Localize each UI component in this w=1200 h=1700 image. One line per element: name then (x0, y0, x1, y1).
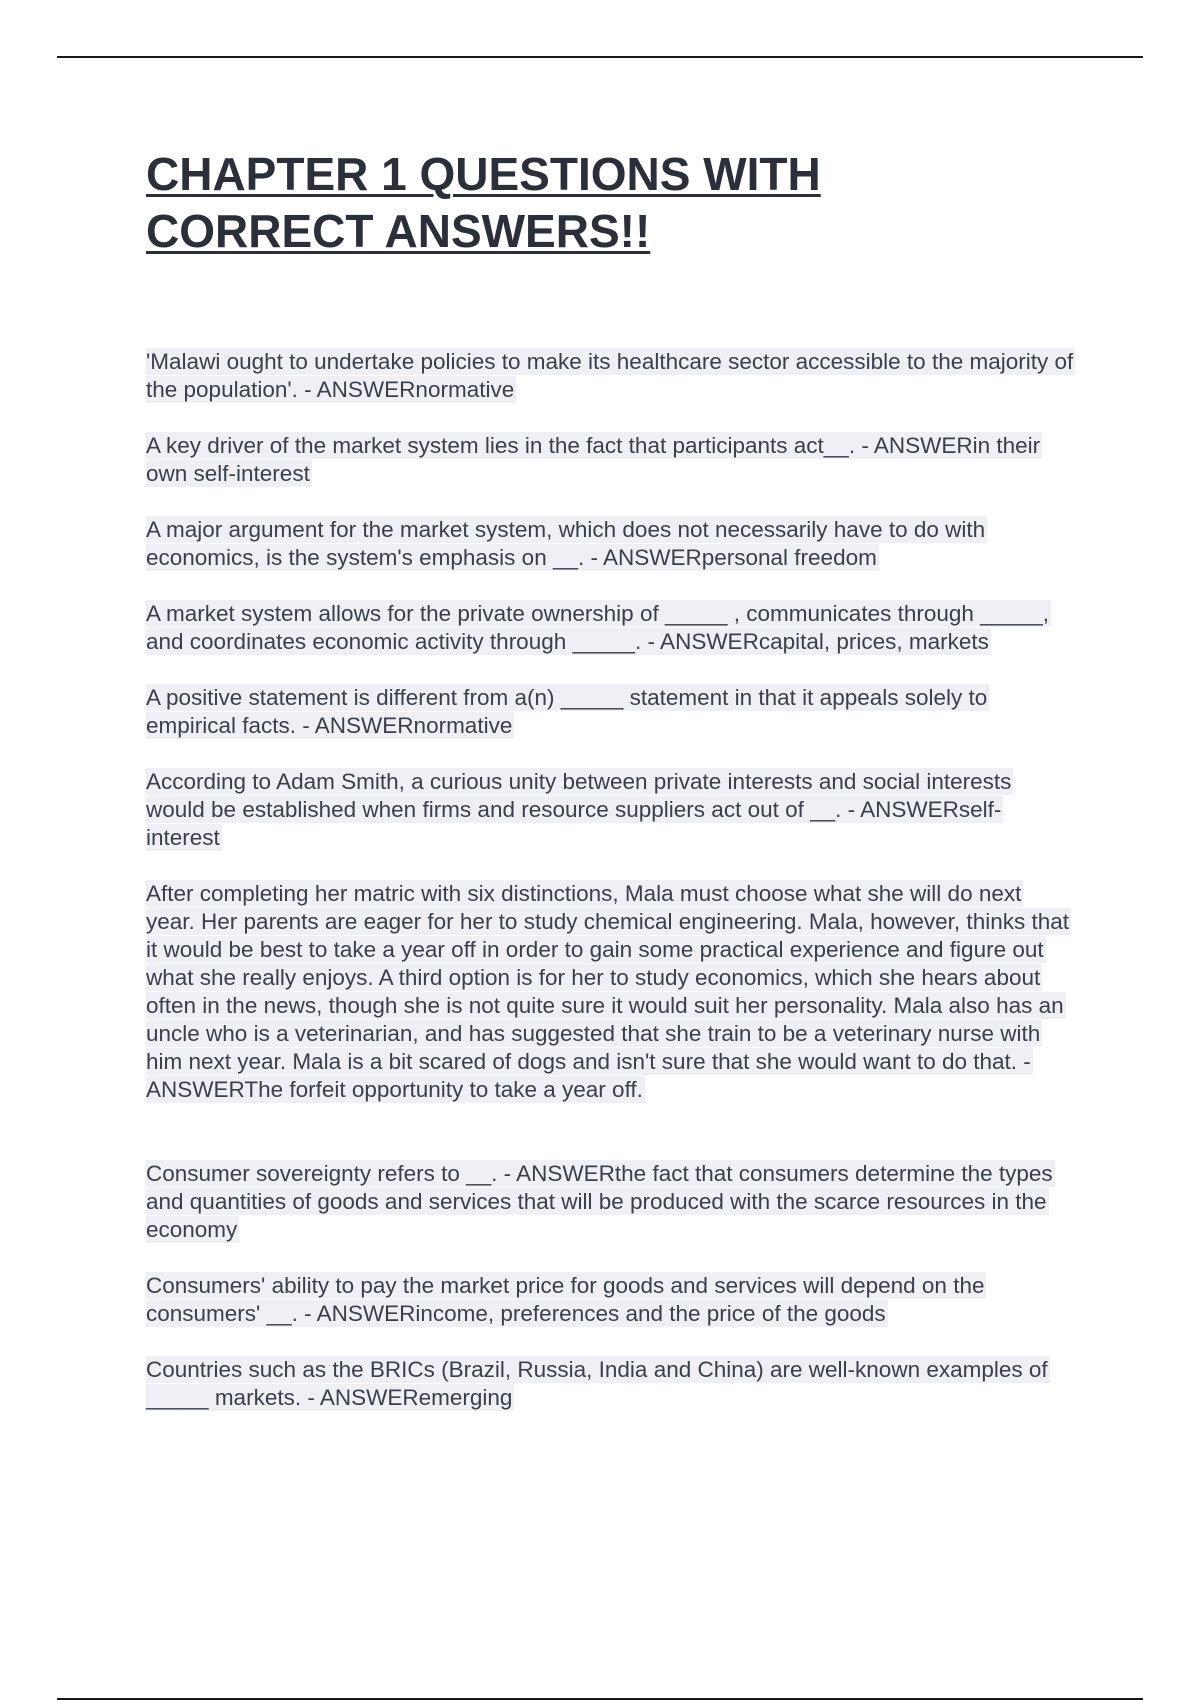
qa-item (146, 768, 1076, 852)
document-body (146, 146, 1076, 1440)
qa-text: According to Adam Smith, a curious unity between private interests and social interests would be established when firms and resource suppliers act out of __. - ANSWERself-interest (146, 769, 1012, 850)
title-line-1: CHAPTER 1 QUESTIONS WITH (146, 148, 821, 200)
qa-item (146, 516, 1076, 572)
qa-text: Countries such as the BRICs (Brazil, Russia, India and China) are well-known examples of _____ markets. - ANSWERemerging (146, 1357, 1048, 1410)
qa-list (146, 348, 1076, 1412)
qa-text: A major argument for the market system, which does not necessarily have to do with economics, is the system's emphasis on __. - ANSWERpersonal freedom (146, 517, 986, 570)
qa-item (146, 1356, 1076, 1412)
qa-item (146, 1160, 1076, 1244)
document-title (146, 146, 1076, 260)
qa-text: A positive statement is different from a(n) _____ statement in that it appeals solely to empirical facts. - ANSWERnormative (146, 685, 988, 738)
qa-item (146, 348, 1076, 404)
qa-text: Consumer sovereignty refers to __. - ANSWERthe fact that consumers determine the types and quantities of goods and services that will be produced with the scarce resources in the economy (146, 1161, 1053, 1242)
top-divider (57, 56, 1143, 58)
qa-item (146, 432, 1076, 488)
qa-text: After completing her matric with six distinctions, Mala must choose what she will do next year. Her parents are eager for her to study chemical engineering. Mala, however, thinks that it would be best to take a year off in order to gain some practical experience and figure out what she really enjoys. A third option is for her to study economics, which she hears about often in the news, though she is not quite sure it would suit her personality. Mala also has an uncle who is a veterinarian, and has suggested that she train to be a veterinary nurse with him next year. Mala is a bit scared of dogs and isn't sure that she would want to do that. - ANSWERThe forfeit opportunity to take a year off. (146, 881, 1069, 1102)
qa-item (146, 1272, 1076, 1328)
title-line-2: CORRECT ANSWERS!! (146, 205, 651, 257)
qa-item (146, 684, 1076, 740)
qa-text: 'Malawi ought to undertake policies to make its healthcare sector accessible to the majority of the population'. - ANSWERnormative (146, 349, 1074, 402)
qa-text: A key driver of the market system lies in the fact that participants act__. - ANSWERin their own self-interest (146, 433, 1041, 486)
qa-text: Consumers' ability to pay the market price for goods and services will depend on the consumers' __. - ANSWERincome, preferences and the price of the goods (146, 1273, 985, 1326)
qa-item (146, 600, 1076, 656)
qa-item (146, 880, 1076, 1104)
qa-text: A market system allows for the private ownership of _____ , communicates through _____, and coordinates economic activity through _____. - ANSWERcapital, prices, markets (146, 601, 1049, 654)
